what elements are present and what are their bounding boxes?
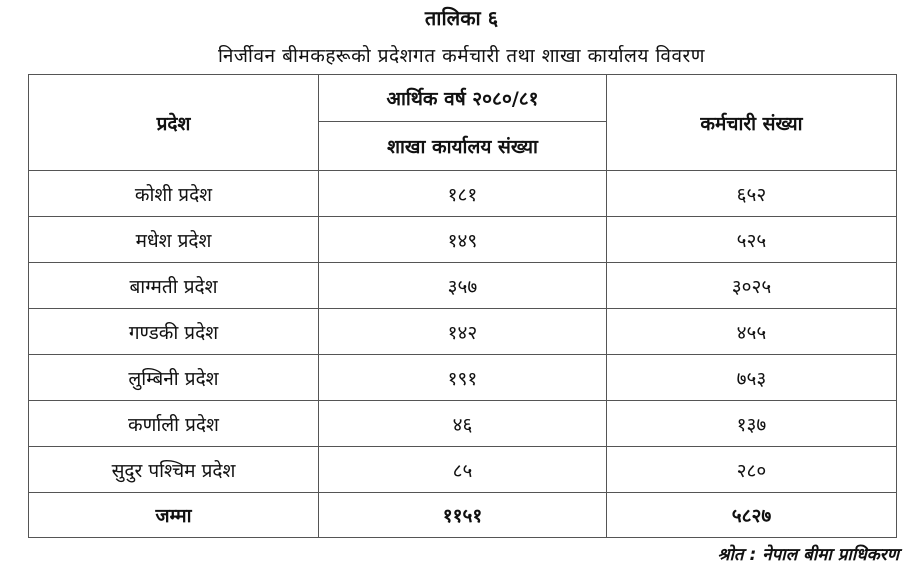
province-cell: गण्डकी प्रदेश	[29, 309, 319, 355]
province-cell: मधेश प्रदेश	[29, 217, 319, 263]
header-branch-offices: शाखा कार्यालय संख्या	[319, 122, 607, 171]
table-row	[29, 171, 897, 217]
employees-cell: ४५५	[607, 309, 897, 355]
province-data-table	[28, 74, 897, 538]
employees-cell: २८०	[607, 447, 897, 493]
total-branches: ११५१	[319, 493, 607, 538]
branches-cell: १८१	[319, 171, 607, 217]
table-title: तालिका ६	[424, 6, 499, 30]
table-row	[29, 217, 897, 263]
table-subtitle: निर्जीवन बीमकहरूको प्रदेशगत कर्मचारी तथा शाखा कार्यालय विवरण	[217, 45, 706, 67]
province-cell: कोशी प्रदेश	[29, 171, 319, 217]
table-row	[29, 309, 897, 355]
province-cell: सुदुर पश्चिम प्रदेश	[29, 447, 319, 493]
province-cell: बाग्मती प्रदेश	[29, 263, 319, 309]
table-row	[29, 401, 897, 447]
branches-cell: १९१	[319, 355, 607, 401]
employees-cell: ६५२	[607, 171, 897, 217]
employees-cell: ७५३	[607, 355, 897, 401]
branches-cell: १४९	[319, 217, 607, 263]
table-row	[29, 355, 897, 401]
total-employees: ५८२७	[607, 493, 897, 538]
header-employees: कर्मचारी संख्या	[607, 75, 897, 171]
employees-cell: ३०२५	[607, 263, 897, 309]
table-row	[29, 447, 897, 493]
branches-cell: ४६	[319, 401, 607, 447]
branches-cell: ३५७	[319, 263, 607, 309]
branches-cell: १४२	[319, 309, 607, 355]
province-cell: लुम्बिनी प्रदेश	[29, 355, 319, 401]
employees-cell: ५२५	[607, 217, 897, 263]
source-note: श्रोत : नेपाल बीमा प्राधिकरण	[717, 545, 899, 565]
total-label: जम्मा	[29, 493, 319, 538]
branches-cell: ८५	[319, 447, 607, 493]
header-province: प्रदेश	[29, 75, 319, 171]
table-row	[29, 263, 897, 309]
employees-cell: १३७	[607, 401, 897, 447]
province-cell: कर्णाली प्रदेश	[29, 401, 319, 447]
header-fiscal-year: आर्थिक वर्ष २०८०/८१	[319, 75, 607, 122]
total-row	[29, 493, 897, 538]
